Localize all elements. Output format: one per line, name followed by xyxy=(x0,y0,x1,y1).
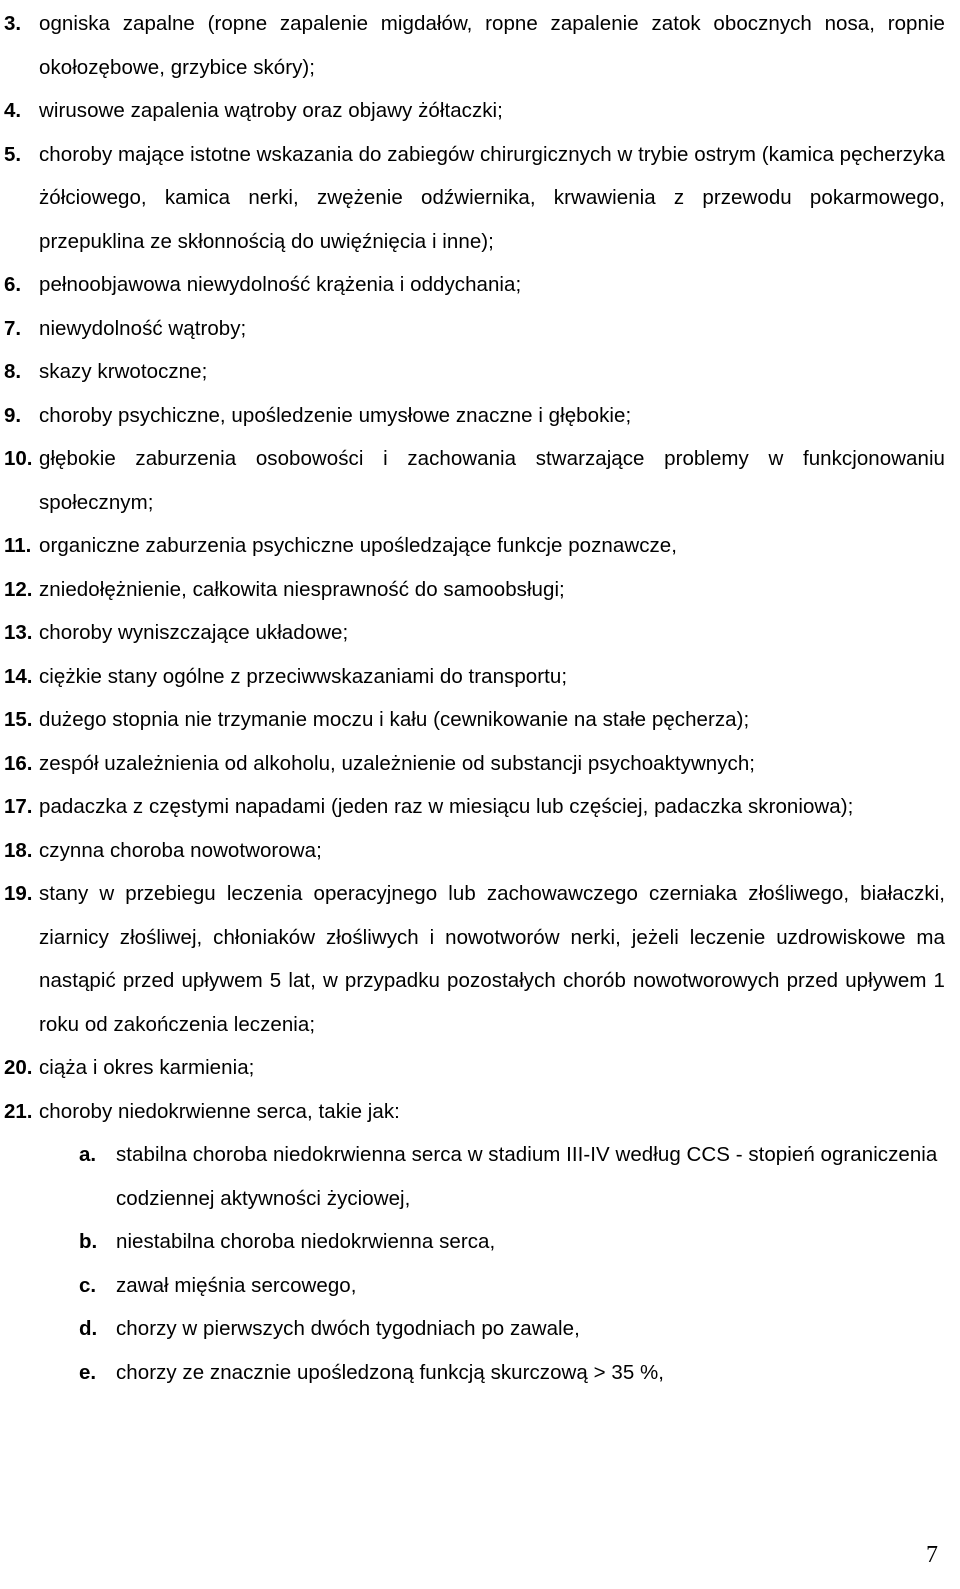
list-item-text: choroby wyniszczające układowe; xyxy=(39,621,349,644)
list-item xyxy=(0,133,960,264)
sub-list-item xyxy=(0,1220,960,1264)
sub-list-item xyxy=(0,1351,960,1395)
list-item-number: 3. xyxy=(4,12,22,35)
list-item-number: 16. xyxy=(4,751,33,775)
sub-list-item-letter: a. xyxy=(79,1143,97,1166)
list-item xyxy=(0,829,960,873)
list-item-text: choroby mające istotne wskazania do zabiegów chirurgicznych w trybie ostrym (kamica pęcherzyka żółciowego, kamica nerki, zwężenie odźwiernika, krwawienia z przewodu pokarmowego, przepuklina ze skłonnością do uwięźnięcia i inne); xyxy=(39,142,945,253)
list-item-text: organiczne zaburzenia psychiczne upośledzające funkcje poznawcze, xyxy=(39,534,677,557)
sub-list-item xyxy=(0,1307,960,1351)
list-item-text: zespół uzależnienia od alkoholu, uzależnienie od substancji psychoaktywnych; xyxy=(39,751,756,775)
sub-list-item-letter: e. xyxy=(79,1360,97,1384)
sub-list-item-text: stabilna choroba niedokrwienna serca w stadium III-IV według CCS - stopień ograniczenia codziennej aktywności życiowej, xyxy=(116,1143,938,1210)
sub-list-item-letter: b. xyxy=(79,1230,98,1253)
contraindications-list xyxy=(0,2,960,1394)
sub-list-item-text: niestabilna choroba niedokrwienna serca, xyxy=(116,1230,496,1253)
list-item-number: 4. xyxy=(4,99,22,122)
list-item-text: skazy krwotoczne; xyxy=(39,360,208,383)
list-item-number: 12. xyxy=(4,577,33,601)
list-item xyxy=(0,350,960,394)
list-item xyxy=(0,524,960,568)
list-item-text: padaczka z częstymi napadami (jeden raz w miesiącu lub częściej, padaczka skroniowa); xyxy=(39,795,854,818)
list-item xyxy=(0,437,960,524)
list-item xyxy=(0,263,960,307)
list-item xyxy=(0,568,960,612)
list-item xyxy=(0,872,960,1046)
list-item-text: stany w przebiegu leczenia operacyjnego lub zachowawczego czerniaka złośliwego, białaczki, ziarnicy złośliwej, chłoniaków złośliwych i nowotworów nerki, jeżeli leczenie uzdrowiskowe ma nastąpić przed upływem 5 lat, w przypadku pozostałych chorób nowotworowych przed upływem 1 roku od zakończenia leczenia; xyxy=(39,882,945,1036)
sub-list-item xyxy=(0,1133,960,1220)
sub-list-item-text: zawał mięśnia sercowego, xyxy=(116,1273,357,1297)
list-item-number: 17. xyxy=(4,795,33,818)
list-item-text: ogniska zapalne (ropne zapalenie migdałów, ropne zapalenie zatok obocznych nosa, ropnie okołozębowe, grzybice skóry); xyxy=(39,12,945,79)
list-item-number: 7. xyxy=(4,316,22,340)
list-item-number: 10. xyxy=(4,447,33,470)
list-item-text: wirusowe zapalenia wątroby oraz objawy żółtaczki; xyxy=(39,99,503,122)
list-item-text: zniedołężnienie, całkowita niesprawność do samoobsługi; xyxy=(39,577,565,601)
list-item-number: 15. xyxy=(4,708,33,731)
list-item-text: ciężkie stany ogólne z przeciwwskazaniami do transportu; xyxy=(39,664,568,688)
list-item xyxy=(0,307,960,351)
list-item-number: 5. xyxy=(4,142,22,166)
list-item xyxy=(0,742,960,786)
list-item-text: choroby psychiczne, upośledzenie umysłowe znaczne i głębokie; xyxy=(39,403,632,427)
sub-list-item-letter: c. xyxy=(79,1273,97,1297)
page-number: 7 xyxy=(926,1542,938,1568)
list-item xyxy=(0,785,960,829)
list-item-number: 14. xyxy=(4,664,33,688)
list-item-text: choroby niedokrwienne serca, takie jak: xyxy=(39,1099,400,1123)
sub-list-item xyxy=(0,1264,960,1308)
list-item xyxy=(0,1046,960,1090)
list-item-number: 21. xyxy=(4,1099,33,1123)
list-item xyxy=(0,698,960,742)
list-item xyxy=(0,1090,960,1134)
list-item xyxy=(0,2,960,89)
list-item xyxy=(0,655,960,699)
list-item-number: 20. xyxy=(4,1056,33,1079)
list-item-number: 19. xyxy=(4,882,33,905)
list-item-number: 18. xyxy=(4,838,33,862)
list-item-text: pełnoobjawowa niewydolność krążenia i oddychania; xyxy=(39,273,522,296)
list-item xyxy=(0,611,960,655)
list-item-number: 9. xyxy=(4,403,22,427)
sub-list-item-text: chorzy ze znacznie upośledzoną funkcją skurczową > 35 %, xyxy=(116,1360,665,1384)
sub-list-item-letter: d. xyxy=(79,1317,98,1340)
list-item xyxy=(0,394,960,438)
list-item-number: 11. xyxy=(4,534,32,557)
list-item-text: głębokie zaburzenia osobowości i zachowania stwarzające problemy w funkcjonowaniu społecznym; xyxy=(39,447,945,514)
list-item-text: niewydolność wątroby; xyxy=(39,316,247,340)
sub-list-item-text: chorzy w pierwszych dwóch tygodniach po zawale, xyxy=(116,1317,580,1340)
list-item-number: 13. xyxy=(4,621,33,644)
list-item-text: czynna choroba nowotworowa; xyxy=(39,838,322,862)
list-item-number: 6. xyxy=(4,273,22,296)
list-item xyxy=(0,89,960,133)
list-item-number: 8. xyxy=(4,360,22,383)
list-item-text: ciąża i okres karmienia; xyxy=(39,1056,255,1079)
list-item-text: dużego stopnia nie trzymanie moczu i kału (cewnikowanie na stałe pęcherza); xyxy=(39,708,750,731)
